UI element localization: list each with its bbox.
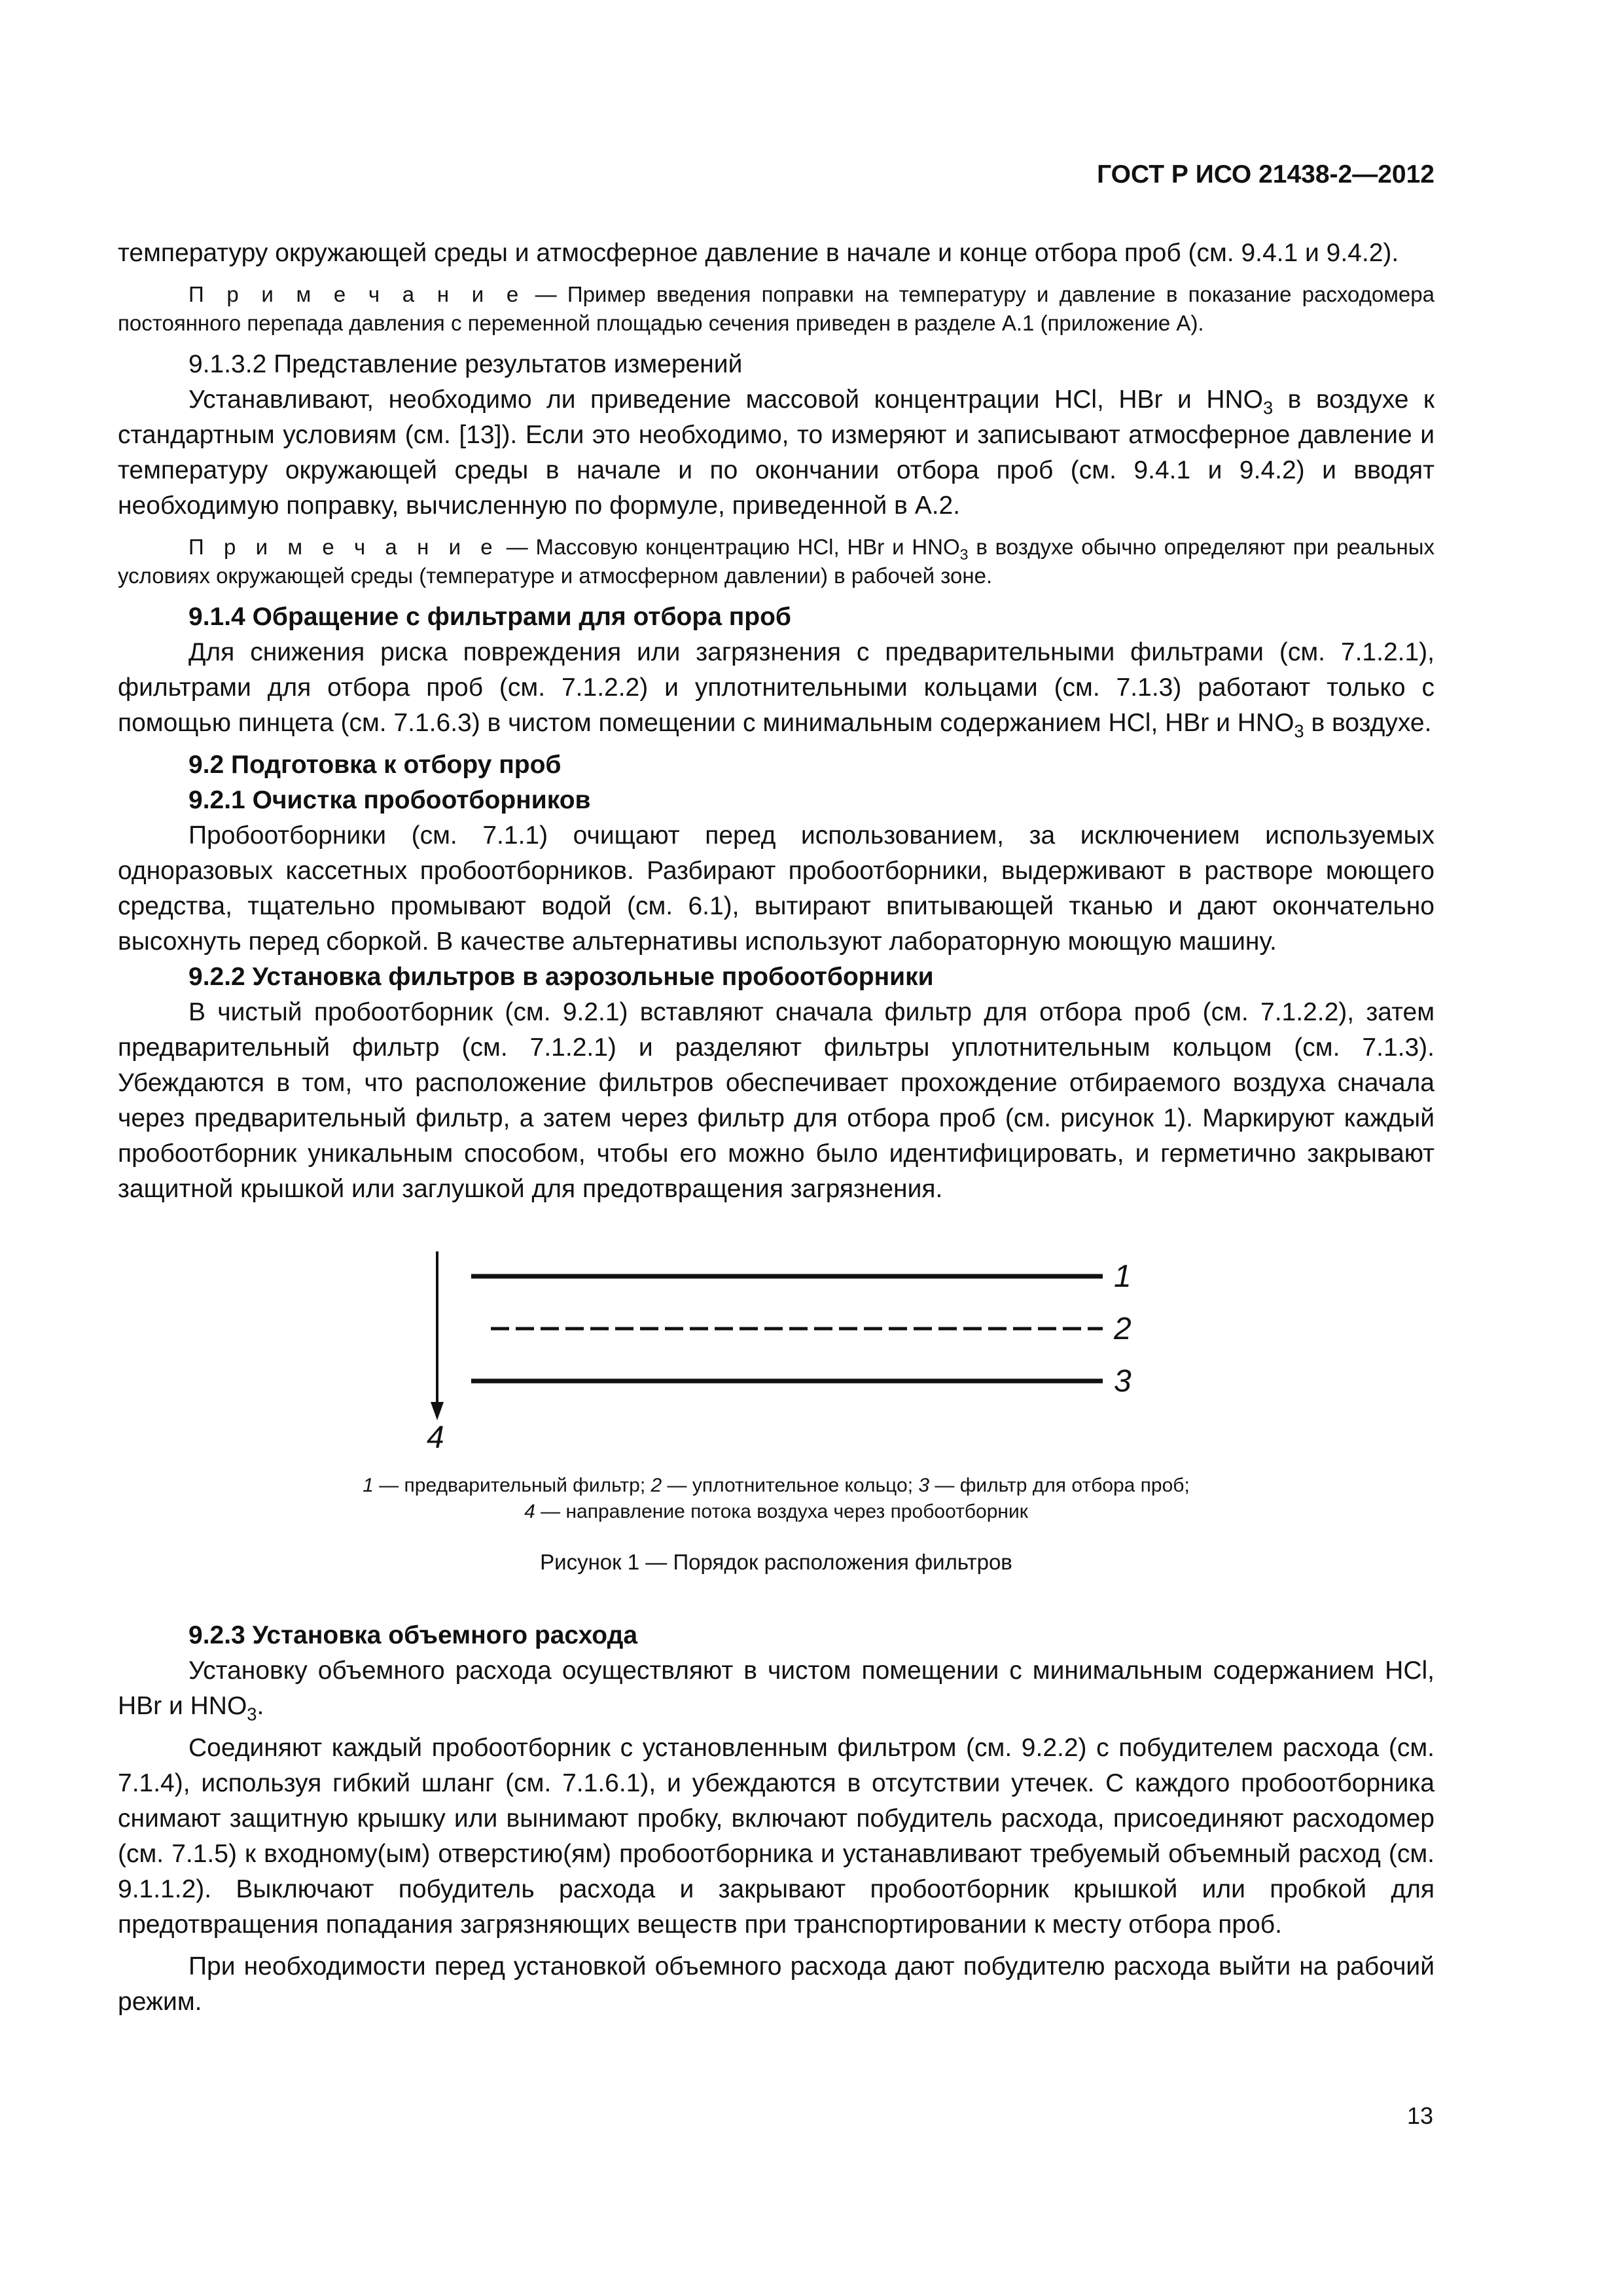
document-header: ГОСТ Р ИСО 21438-2—2012 xyxy=(1097,160,1435,188)
subscript: 3 xyxy=(959,546,969,564)
figure-1 xyxy=(118,1246,1435,1456)
figure-legend-line-1 xyxy=(118,1473,1435,1499)
note-label: П р и м е ч а н и е xyxy=(188,282,525,306)
legend-key: 4 xyxy=(524,1501,535,1522)
subscript: 3 xyxy=(247,1704,257,1725)
subscript: 3 xyxy=(1294,721,1304,742)
legend-text: — предварительный фильтр; xyxy=(373,1475,651,1496)
paragraph-connect-samplers: Соединяют каждый пробоотборник с установленным фильтром (см. 9.2.2) с побудителем расхода (см. 7.1.4), используя гибкий шланг (см. 7.1.6.1), и убеждаются в отсутствии утечек. С каждого пробоотборника снимают защитную крышку или вынимают пробку, включают побудитель расхода, присоединяют расходомер (см. 7.1.5) к входному(ым) отверстию(ям) пробоотборника и устанавливают требуемый объемный расход (см. 9.1.1.2). Выключают побудитель расхода и закрывают пробоотборник крышкой или пробкой для предотвращения попадания загрязняющих веществ при транспортировании к месту отбора проб. xyxy=(118,1734,1435,1939)
paragraph-cleaning: Пробоотборники (см. 7.1.1) очищают перед использованием, за исключением используемых одноразовых кассетных пробоотборников. Разбирают пробоотборники, выдерживают в растворе моющего средства, тщательно промывают водой (см. 6.1), вытирают впитывающей тканью и дают окончательно высохнуть перед сборкой. В качестве альтернативы используют лабораторную моющую машину. xyxy=(118,821,1435,956)
text-run: Установку объемного расхода осуществляют в чистом помещении с минимальным содержанием HCl, HBr и HNO xyxy=(118,1657,1435,1720)
legend-key: 3 xyxy=(918,1475,930,1496)
paragraph-continuation: температуру окружающей среды и атмосферное давление в начале и конце отбора проб (см. 9.4.1 и 9.4.2). xyxy=(118,239,1399,267)
section-9-1-3-2-title: 9.1.3.2 Представление результатов измерений xyxy=(188,350,743,378)
text-run: Устанавливают, необходимо ли приведение массовой концентрации HCl, HBr и HNO xyxy=(188,386,1263,414)
paragraph-filter-install: В чистый пробоотборник (см. 9.2.1) вставляют сначала фильтр для отбора проб (см. 7.1.2.2), затем предварительный фильтр (см. 7.1.2.1) и разделяют фильтры уплотнительным кольцом (см. 7.1.3). Убеждаются в том, что расположение фильтров обеспечивает прохождение отбираемого воздуха сначала через предварительный фильтр, а затем через фильтр для отбора проб (см. рисунок 1). Маркируют каждый пробоотборник уникальным способом, чтобы его можно было идентифицировать, и герметично закрывают защитной крышкой или заглушкой для предотвращения загрязнения. xyxy=(118,998,1435,1203)
label-3: 3 xyxy=(1114,1364,1132,1399)
label-1: 1 xyxy=(1114,1259,1132,1294)
note-text: в воздухе обычно определяют при реальных условиях окружающей среды (температуре и атмосферном давлении) в рабочей зоне. xyxy=(118,535,1435,588)
note-label: П р и м е ч а н и е xyxy=(188,535,499,559)
note-text: — Пример введения поправки на температуру и давление в показание расходомера постоянного перепада давления с переменной площадью сечения приведен в разделе А.1 (приложение А). xyxy=(118,282,1435,335)
page-number: 13 xyxy=(1406,2102,1433,2129)
note-1 xyxy=(118,280,1435,338)
subscript: 3 xyxy=(1262,397,1274,418)
legend-text: — уплотнительное кольцо; xyxy=(662,1475,919,1496)
figure-legend-line-2 xyxy=(118,1499,1435,1525)
paragraph-results xyxy=(118,382,1435,524)
paragraph-filters-handling xyxy=(118,635,1435,741)
section-9-1-4-title: 9.1.4 Обращение с фильтрами для отбора проб xyxy=(188,603,792,631)
text-run: . xyxy=(257,1692,264,1720)
section-9-2-3-title: 9.2.3 Установка объемного расхода xyxy=(188,1621,638,1649)
section-9-2-2-title: 9.2.2 Установка фильтров в аэрозольные пробоотборники xyxy=(188,963,934,991)
figure-title: Рисунок 1 — Порядок расположения фильтров xyxy=(540,1550,1012,1574)
filter-order-diagram xyxy=(118,1246,1435,1456)
section-9-2-title: 9.2 Подготовка к отбору проб xyxy=(188,751,562,779)
legend-key: 2 xyxy=(651,1475,662,1496)
legend-text: — фильтр для отбора проб; xyxy=(929,1475,1190,1496)
text-run: Для снижения риска повреждения или загрязнения с предварительными фильтрами (см. 7.1.2.1), фильтрами для отбора проб (см. 7.1.2.2) и уплотнительными кольцами (см. 7.1.3) работают только с помощью пинцета (см. 7.1.6.3) в чистом помещении с минимальным содержанием HCl, HBr и HNO xyxy=(118,638,1435,737)
airflow-arrow-head xyxy=(431,1402,444,1420)
note-2 xyxy=(118,533,1435,590)
note-text: — Массовую концентрацию HCl, HBr и HNO xyxy=(498,535,960,559)
legend-text: — направление потока воздуха через пробоотборник xyxy=(535,1501,1028,1522)
page-body xyxy=(118,236,1435,2020)
label-2: 2 xyxy=(1114,1312,1132,1346)
section-9-2-1-title: 9.2.1 Очистка пробоотборников xyxy=(188,786,591,814)
text-run: в воздухе к стандартным условиям (см. [13]). Если это необходимо, то измеряют и записывают атмосферное давление и температуру окружающей среды в начале и по окончании отбора проб (см. 9.4.1 и 9.4.2) и вводят необходимую поправку, вычисленную по формуле, приведенной в А.2. xyxy=(118,386,1435,520)
paragraph-warmup: При необходимости перед установкой объемного расхода дают побудителю расхода выйти на рабочий режим. xyxy=(118,1952,1435,2016)
paragraph-flow-setup xyxy=(118,1653,1435,1724)
text-run: в воздухе. xyxy=(1304,709,1432,737)
label-4: 4 xyxy=(427,1420,444,1455)
legend-key: 1 xyxy=(363,1475,374,1496)
